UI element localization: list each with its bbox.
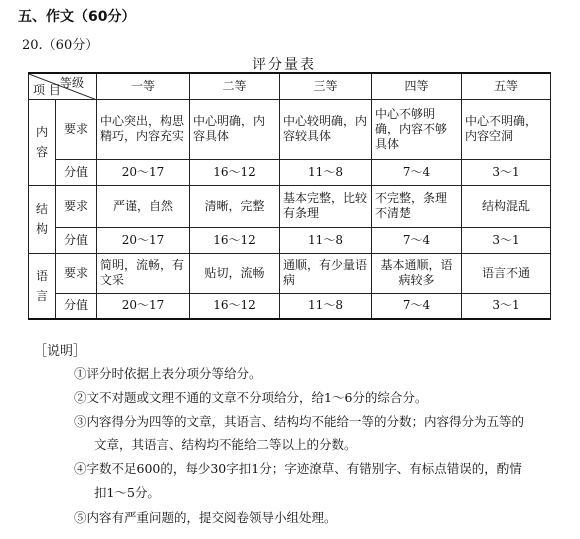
table-corner-cell [29, 73, 97, 99]
grade-axis-label: 等级 [59, 76, 84, 90]
grade-header: 四等 [372, 73, 462, 99]
requirement-cell: 中心不明确，内容空洞 [462, 99, 551, 159]
table-title: 评分量表 [252, 57, 316, 73]
requirement-cell: 结构混乱 [462, 185, 551, 227]
score-cell: 16～12 [190, 293, 280, 319]
requirement-cell: 中心突出，构思精巧，内容充实 [97, 99, 190, 159]
question-number: 20.（60分） [22, 38, 99, 53]
score-cell: 16～12 [190, 227, 280, 253]
score-cell: 20～17 [97, 227, 190, 253]
requirement-cell: 不完整，条理不清楚 [372, 185, 462, 227]
table-row [29, 159, 551, 185]
table-header-row [29, 73, 551, 99]
grade-header: 一等 [97, 73, 190, 99]
table-row [29, 185, 551, 227]
requirement-cell: 语言不通 [462, 253, 551, 293]
score-cell: 16～12 [190, 159, 280, 185]
score-cell: 7～4 [372, 227, 462, 253]
note-item: ④字数不足600的，每少30字扣1分；字迹潦草、有错别字、有标点错误的，酌情 [74, 461, 522, 476]
score-cell: 11～8 [280, 227, 372, 253]
score-cell: 3～1 [462, 227, 551, 253]
item-axis-label: 项 目 [33, 82, 61, 97]
requirement-cell: 中心明确，内容具体 [190, 99, 280, 159]
score-label: 分值 [56, 159, 97, 185]
score-cell: 3～1 [462, 159, 551, 185]
requirement-cell: 清晰，完整 [190, 185, 280, 227]
requirement-cell: 严谨，自然 [97, 185, 190, 227]
category-language: 语言 [29, 253, 56, 319]
score-label: 分值 [56, 293, 97, 319]
table-row [29, 99, 551, 159]
scoring-rubric-table [28, 72, 551, 320]
category-structure: 结构 [29, 185, 56, 253]
notes-label: ［说明］ [34, 344, 87, 359]
score-cell: 20～17 [97, 159, 190, 185]
note-item: 文章，其语言、结构均不能给二等以上的分数。 [94, 437, 357, 452]
score-cell: 20～17 [97, 293, 190, 319]
requirement-cell: 基本完整，比较有条理 [280, 185, 372, 227]
requirement-cell: 通顺，有少量语病 [280, 253, 372, 293]
grade-header: 五等 [462, 73, 551, 99]
category-content: 内容 [29, 99, 56, 185]
note-item: ①评分时依据上表分项分等给分。 [74, 366, 262, 381]
requirement-label: 要求 [56, 253, 97, 293]
score-cell: 7～4 [372, 293, 462, 319]
section-heading: 五、作文（60分） [18, 9, 136, 25]
score-cell: 7～4 [372, 159, 462, 185]
requirement-cell: 贴切，流畅 [190, 253, 280, 293]
note-item: 扣1～5分。 [94, 485, 160, 500]
score-cell: 3～1 [462, 293, 551, 319]
grade-header: 三等 [280, 73, 372, 99]
requirement-label: 要求 [56, 99, 97, 159]
table-row [29, 293, 551, 319]
requirement-cell: 简明，流畅，有文采 [97, 253, 190, 293]
requirement-cell: 中心不够明确，内容不够具体 [372, 99, 462, 159]
requirement-cell: 中心较明确，内容较具体 [280, 99, 372, 159]
note-item: ②文不对题或文理不通的文章不分项给分，给1～6分的综合分。 [74, 390, 428, 405]
score-cell: 11～8 [280, 293, 372, 319]
note-item: ③内容得分为四等的文章，其语言、结构均不能给一等的分数；内容得分为五等的 [74, 414, 525, 429]
score-cell: 11～8 [280, 159, 372, 185]
score-label: 分值 [56, 227, 97, 253]
requirement-cell: 基本通顺，语病较多 [372, 253, 462, 293]
table-row [29, 227, 551, 253]
grade-header: 二等 [190, 73, 280, 99]
table-row [29, 253, 551, 293]
requirement-label: 要求 [56, 185, 97, 227]
note-item: ⑤内容有严重问题的，提交阅卷领导小组处理。 [74, 510, 337, 525]
